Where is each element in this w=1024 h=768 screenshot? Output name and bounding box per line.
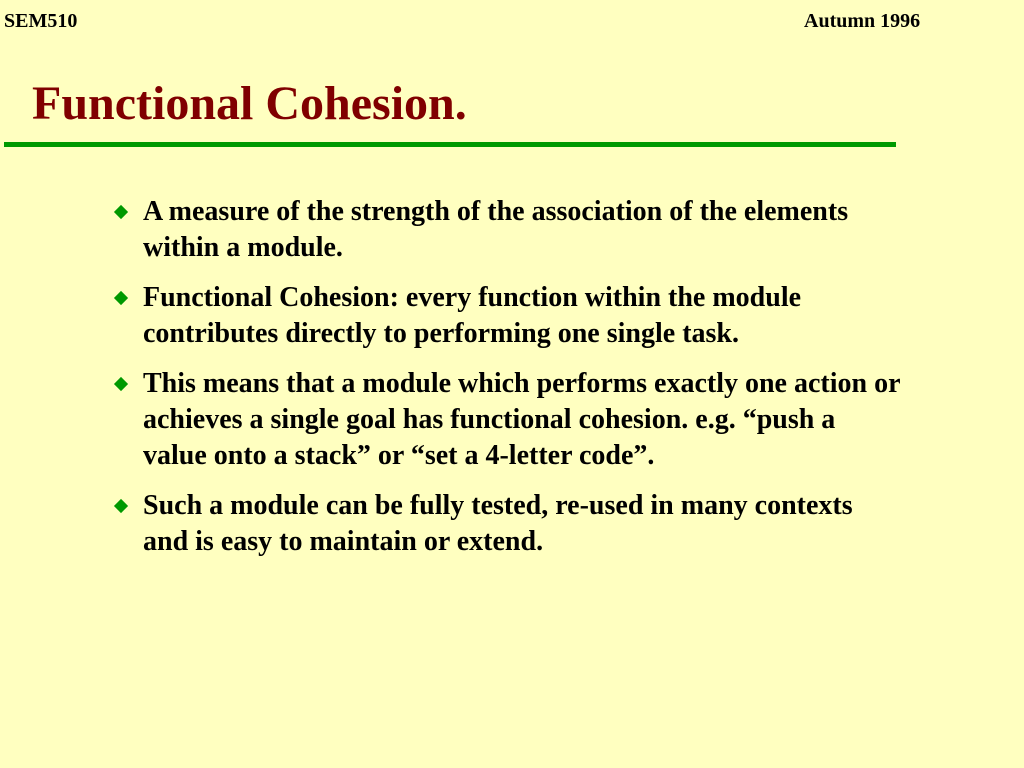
diamond-bullet-icon bbox=[114, 205, 128, 219]
diamond-bullet-icon bbox=[114, 377, 128, 391]
slide-title: Functional Cohesion. bbox=[32, 77, 467, 130]
bullet-item bbox=[110, 488, 900, 560]
bullet-item bbox=[110, 366, 900, 474]
bullet-item bbox=[110, 280, 900, 352]
bullet-list bbox=[110, 194, 900, 574]
bullet-text: Functional Cohesion: every function within the module contributes directly to performing one single task. bbox=[143, 282, 802, 349]
term-label: Autumn 1996 bbox=[804, 10, 921, 32]
course-code: SEM510 bbox=[4, 10, 78, 32]
title-divider bbox=[4, 142, 896, 147]
bullet-item bbox=[110, 194, 900, 266]
diamond-bullet-icon bbox=[114, 499, 128, 513]
bullet-text: Such a module can be fully tested, re-used in many contexts and is easy to maintain or extend. bbox=[143, 490, 853, 557]
diamond-bullet-icon bbox=[114, 291, 128, 305]
bullet-text: A measure of the strength of the association of the elements within a module. bbox=[143, 196, 849, 263]
bullet-text: This means that a module which performs exactly one action or achieves a single goal has functional cohesion. e.g. “push a value onto a stack” or “set a 4-letter code”. bbox=[143, 368, 900, 471]
